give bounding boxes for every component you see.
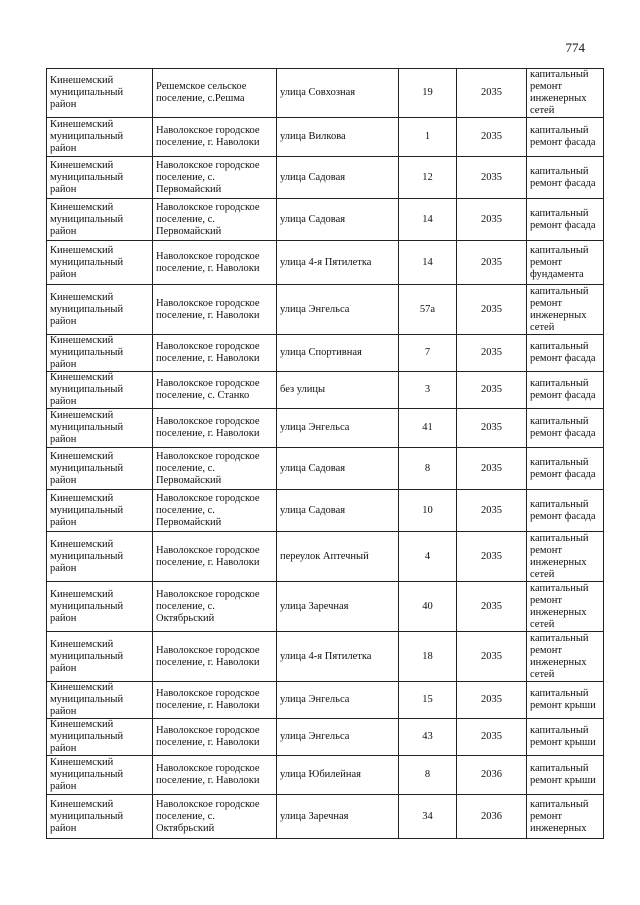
table-body (47, 69, 604, 839)
table-row (47, 241, 604, 285)
cell-district: Кинешемский муниципальный район (47, 719, 153, 756)
cell-settlement: Наволокское городское поселение, г. Наволоки (153, 532, 277, 582)
cell-year: 2035 (457, 157, 527, 199)
cell-district: Кинешемский муниципальный район (47, 682, 153, 719)
table-row (47, 409, 604, 448)
cell-settlement: Наволокское городское поселение, г. Наволоки (153, 756, 277, 795)
cell-work-type: капитальный ремонт инженерных (527, 795, 604, 839)
cell-street: переулок Аптечный (277, 532, 399, 582)
cell-district: Кинешемский муниципальный район (47, 118, 153, 157)
cell-settlement: Наволокское городское поселение, г. Наволоки (153, 719, 277, 756)
table-row (47, 756, 604, 795)
cell-district: Кинешемский муниципальный район (47, 582, 153, 632)
cell-year: 2035 (457, 372, 527, 409)
cell-district: Кинешемский муниципальный район (47, 448, 153, 490)
cell-street: улица Энгельса (277, 285, 399, 335)
cell-settlement: Наволокское городское поселение, г. Наволоки (153, 241, 277, 285)
cell-settlement: Наволокское городское поселение, г. Наволоки (153, 632, 277, 682)
table-row (47, 795, 604, 839)
cell-street: улица Энгельса (277, 682, 399, 719)
cell-work-type: капитальный ремонт фасада (527, 409, 604, 448)
cell-year: 2035 (457, 335, 527, 372)
cell-house-number: 14 (399, 241, 457, 285)
table-row (47, 157, 604, 199)
cell-settlement: Наволокское городское поселение, с. Октябрьский (153, 582, 277, 632)
cell-street: улица Юбилейная (277, 756, 399, 795)
cell-house-number: 10 (399, 490, 457, 532)
table-row (47, 69, 604, 118)
cell-year: 2035 (457, 682, 527, 719)
cell-district: Кинешемский муниципальный район (47, 157, 153, 199)
cell-house-number: 1 (399, 118, 457, 157)
cell-settlement: Наволокское городское поселение, с. Октябрьский (153, 795, 277, 839)
cell-street: улица Заречная (277, 582, 399, 632)
cell-work-type: капитальный ремонт инженерных сетей (527, 632, 604, 682)
cell-house-number: 7 (399, 335, 457, 372)
cell-street: улица 4-я Пятилетка (277, 241, 399, 285)
cell-house-number: 40 (399, 582, 457, 632)
cell-street: улица Энгельса (277, 719, 399, 756)
cell-house-number: 14 (399, 199, 457, 241)
cell-year: 2035 (457, 532, 527, 582)
cell-year: 2036 (457, 795, 527, 839)
cell-district: Кинешемский муниципальный район (47, 241, 153, 285)
cell-street: улица Садовая (277, 157, 399, 199)
cell-district: Кинешемский муниципальный район (47, 795, 153, 839)
cell-year: 2035 (457, 241, 527, 285)
cell-work-type: капитальный ремонт крыши (527, 756, 604, 795)
cell-district: Кинешемский муниципальный район (47, 532, 153, 582)
cell-work-type: капитальный ремонт инженерных сетей (527, 285, 604, 335)
cell-street: улица Садовая (277, 490, 399, 532)
cell-work-type: капитальный ремонт фасада (527, 372, 604, 409)
cell-street: улица Садовая (277, 448, 399, 490)
cell-house-number: 19 (399, 69, 457, 118)
cell-house-number: 12 (399, 157, 457, 199)
cell-house-number: 18 (399, 632, 457, 682)
cell-house-number: 41 (399, 409, 457, 448)
cell-year: 2035 (457, 118, 527, 157)
cell-district: Кинешемский муниципальный район (47, 490, 153, 532)
cell-house-number: 57а (399, 285, 457, 335)
cell-district: Кинешемский муниципальный район (47, 372, 153, 409)
cell-year: 2035 (457, 632, 527, 682)
cell-house-number: 43 (399, 719, 457, 756)
table-row (47, 490, 604, 532)
cell-settlement: Наволокское городское поселение, г. Наволоки (153, 409, 277, 448)
cell-settlement: Решемское сельское поселение, с.Решма (153, 69, 277, 118)
table-row (47, 199, 604, 241)
cell-work-type: капитальный ремонт фасада (527, 448, 604, 490)
cell-street: без улицы (277, 372, 399, 409)
cell-work-type: капитальный ремонт инженерных сетей (527, 582, 604, 632)
cell-district: Кинешемский муниципальный район (47, 409, 153, 448)
cell-street: улица Энгельса (277, 409, 399, 448)
cell-work-type: капитальный ремонт фасада (527, 199, 604, 241)
page-number: 774 (565, 40, 585, 55)
table-row (47, 719, 604, 756)
cell-work-type: капитальный ремонт фундамента (527, 241, 604, 285)
cell-street: улица Садовая (277, 199, 399, 241)
cell-year: 2035 (457, 448, 527, 490)
table-row (47, 372, 604, 409)
cell-work-type: капитальный ремонт фасада (527, 118, 604, 157)
cell-year: 2035 (457, 582, 527, 632)
table-row (47, 335, 604, 372)
cell-settlement: Наволокское городское поселение, г. Наволоки (153, 285, 277, 335)
cell-district: Кинешемский муниципальный район (47, 335, 153, 372)
cell-settlement: Наволокское городское поселение, с. Первомайский (153, 199, 277, 241)
cell-work-type: капитальный ремонт крыши (527, 719, 604, 756)
cell-street: улица Совхозная (277, 69, 399, 118)
cell-district: Кинешемский муниципальный район (47, 69, 153, 118)
cell-work-type: капитальный ремонт фасада (527, 157, 604, 199)
cell-work-type: капитальный ремонт инженерных сетей (527, 532, 604, 582)
cell-district: Кинешемский муниципальный район (47, 632, 153, 682)
cell-district: Кинешемский муниципальный район (47, 756, 153, 795)
table-row (47, 582, 604, 632)
table-row (47, 682, 604, 719)
cell-settlement: Наволокское городское поселение, г. Наволоки (153, 682, 277, 719)
cell-year: 2035 (457, 69, 527, 118)
cell-street: улица Заречная (277, 795, 399, 839)
repair-schedule-table (46, 68, 604, 839)
cell-house-number: 15 (399, 682, 457, 719)
cell-year: 2035 (457, 285, 527, 335)
cell-house-number: 34 (399, 795, 457, 839)
cell-house-number: 4 (399, 532, 457, 582)
cell-settlement: Наволокское городское поселение, с. Первомайский (153, 490, 277, 532)
cell-settlement: Наволокское городское поселение, г. Наволоки (153, 118, 277, 157)
cell-work-type: капитальный ремонт фасада (527, 490, 604, 532)
cell-house-number: 8 (399, 756, 457, 795)
cell-year: 2035 (457, 719, 527, 756)
cell-street: улица Вилкова (277, 118, 399, 157)
cell-work-type: капитальный ремонт инженерных сетей (527, 69, 604, 118)
cell-district: Кинешемский муниципальный район (47, 199, 153, 241)
cell-year: 2035 (457, 199, 527, 241)
cell-street: улица Спортивная (277, 335, 399, 372)
cell-street: улица 4-я Пятилетка (277, 632, 399, 682)
cell-work-type: капитальный ремонт фасада (527, 335, 604, 372)
cell-year: 2035 (457, 409, 527, 448)
table-row (47, 448, 604, 490)
cell-year: 2036 (457, 756, 527, 795)
cell-settlement: Наволокское городское поселение, с. Первомайский (153, 448, 277, 490)
cell-settlement: Наволокское городское поселение, с. Станко (153, 372, 277, 409)
cell-settlement: Наволокское городское поселение, г. Наволоки (153, 335, 277, 372)
cell-work-type: капитальный ремонт крыши (527, 682, 604, 719)
cell-house-number: 3 (399, 372, 457, 409)
cell-year: 2035 (457, 490, 527, 532)
table-row (47, 285, 604, 335)
table-row (47, 118, 604, 157)
table-row (47, 532, 604, 582)
cell-district: Кинешемский муниципальный район (47, 285, 153, 335)
table-row (47, 632, 604, 682)
cell-settlement: Наволокское городское поселение, с. Первомайский (153, 157, 277, 199)
cell-house-number: 8 (399, 448, 457, 490)
